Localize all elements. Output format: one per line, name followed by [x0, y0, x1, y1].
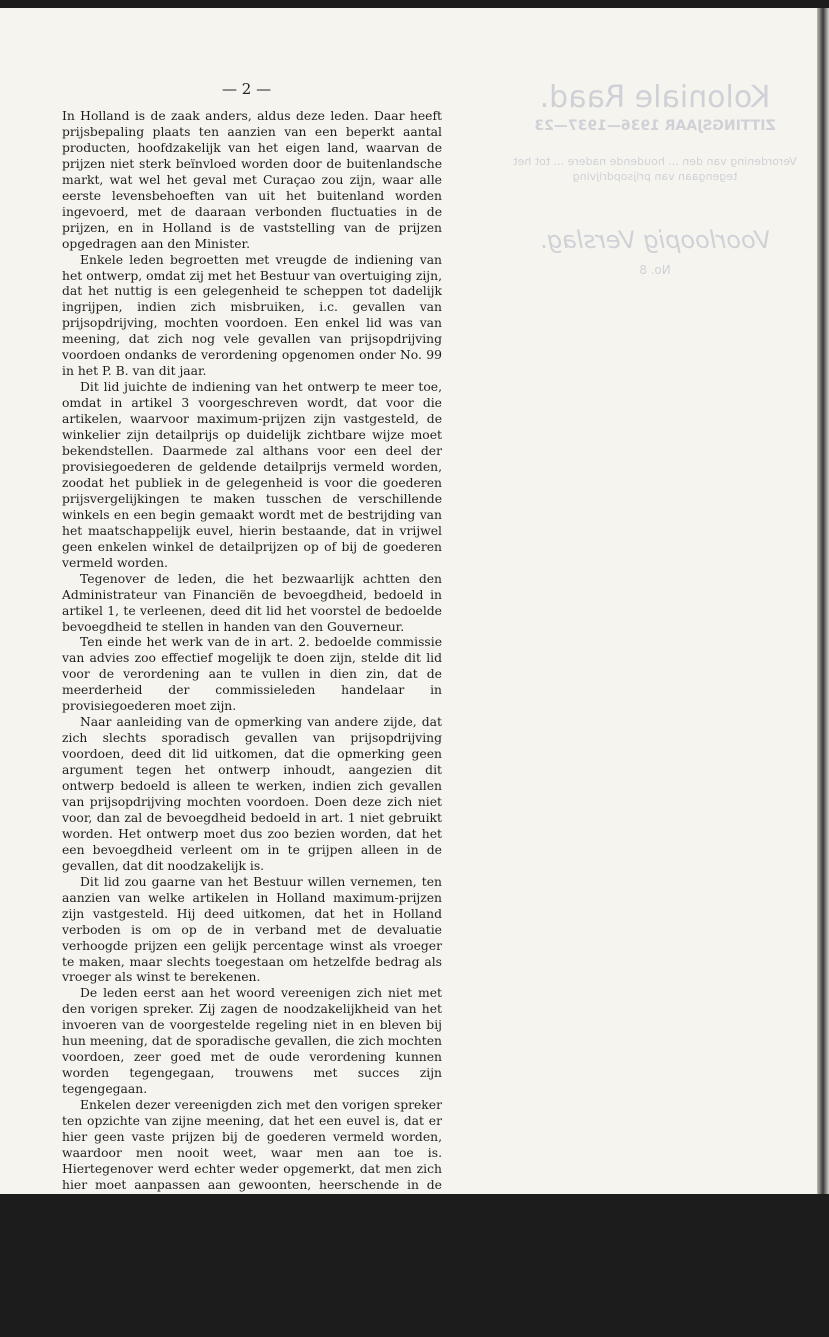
document-page — [0, 8, 818, 1336]
paragraph: Enkele leden begroetten met vreugde de indiening van het ontwerp, omdat zij met het Bestuur van overtuiging zijn, dat het nuttig is een gelegenheid te scheppen tot dadelijk ingrijpen, indien zich misbruiken, i.c. gevallen van prijsopdrijving, mochten voordoen. Een enkel lid was van meening, dat zich nog vele gevallen van prijsopdrijving voordoen ondanks de verordening opgenomen onder No. 99 in het P. B. van dit jaar. — [62, 252, 442, 379]
bleed-line-4: Voorloopig Verslag. — [539, 226, 771, 255]
paragraph: Naar aanleiding van de opmerking van andere zijde, dat zich slechts sporadisch gevallen van prijsopdrijving voordoen, deed dit lid uitkomen, dat die opmerking geen argument tegen het ontwerp inhoudt, aangezien dit ontwerp bedoeld is alleen te werken, indien zich gevallen van prijsopdrijving mochten voordoen. Doen deze zich niet voor, dan zal de bevoegdheid bedoeld in art. 1 niet gebruikt worden. Het ontwerp moet dus zoo bezien worden, dat het een bevoegdheid verleent om in te grijpen alleen in de gevallen, dat dit noodzakelijk is. — [62, 715, 442, 873]
page-number: — 2 — — [222, 80, 272, 98]
bleed-line-3: Verordening van den ... houdende nadere ... tot het tegengaan van prijsopdrijving — [513, 154, 797, 183]
paragraph: In Holland is de zaak anders, aldus deze leden. Daar heeft prijsbepaling plaats ten aanzien van een beperkt aantal producten, hoofdzakelijk van het eigen land, waarvan de prijzen niet sterk beïnvloed worden door de buitenlandsche markt, wat wel het geval met Curaçao zou zijn, waar alle eerste levensbehoeften van uit het buitenland worden ingevoerd, met de daaraan verbonden fluctuaties in de prijzen, en in Holland is de vaststelling van de prijzen opgedragen aan den Minister. — [62, 109, 442, 251]
paragraph: Dit lid juichte de indiening van het ontwerp te meer toe, omdat in artikel 3 voorgeschreven wordt, dat voor die artikelen, waarvoor maximum-prijzen zijn vastgesteld, de winkelier zijn detailprijs op duidelijk zichtbare wijze moet bekendstellen. Daarmede zal althans voor een deel der provisiegoederen de geldende detailprijs vermeld worden, zoodat het publiek in de gelegenheid is voor die goederen prijsvergelijkingen te maken tusschen de verschillende winkels en een begin gemaakt wordt met de bestrijding van het maatschappelijk euvel, hierin bestaande, dat in vrijwel geen enkelen winkel de detailprijzen op of bij de goederen vermeld worden. — [62, 380, 442, 570]
paragraph: De leden eerst aan het woord vereenigen zich niet met den vorigen spreker. Zij zagen de noodzakelijkheid van het invoeren van de voorgestelde regeling niet in en bleven bij hun meening, dat de sporadische gevallen, die zich mochten voordoen, zeer goed met de oude verordening kunnen worden tegengegaan, trouwens met succes zijn tegengegaan. — [62, 986, 442, 1097]
bleed-line-2: ZITTINGSJAAR 1936—1937—23 — [534, 118, 776, 134]
bleed-line-1: Koloniale Raad. — [539, 80, 771, 115]
body-text — [62, 109, 442, 1337]
paragraph: Dit lid zou gaarne van het Bestuur willen vernemen, ten aanzien van welke artikelen in Holland maximum-prijzen zijn vastgesteld. Hij deed uitkomen, dat het in Holland verboden is om op de in verband met de devaluatie verhoogde prijzen een gelijk percentage winst als vroeger te maken, maar slechts toegestaan om hetzelfde bedrag als vroeger als winst te berekenen. — [62, 874, 442, 985]
bleed-line-5: No. 8 — [639, 263, 671, 278]
book-spine-edge — [817, 8, 829, 1194]
bleed-through-text — [505, 80, 805, 278]
paragraph: Ten einde het werk van de in art. 2. bedoelde commissie van advies zoo effectief mogelijk te doen zijn, stelde dit lid voor de verordening aan te vullen in dien zin, dat de meerderheid der commissieleden handelaar in provisiegoederen moet zijn. — [62, 635, 442, 714]
paragraph: Tegenover de leden, die het bezwaarlijk achtten den Administrateur van Financiën de bevoegdheid, bedoeld in artikel 1, te verleenen, deed dit lid het voorstel de bedoelde bevoegdheid te stellen in handen van den Gouverneur. — [62, 571, 442, 634]
paragraph: Enkelen dezer vereenigden zich met den vorigen spreker ten opzichte van zijne meening, dat het een euvel is, dat er hier geen vaste prijzen bij de goederen vermeld worden, waardoor men nooit weet, waar men aan toe is. Hiertegenover werd echter weder opgemerkt, dat men zich hier moet aanpassen aan gewoonten, heerschende in de omliggende landen, waar het gebruik is, geen vaste prijzen te hebben. Men moest het in den handel vooral vroeger, immers van koopers uit de naburige staten hebben; de eigen bevolking kon niet veel koopen. — [62, 1098, 442, 1256]
paragraph: Met het verbod in Holland om op de in verband met de devaluatie verhoogde prijzen een gelijk percentage winst als vroeger te maken, zouden de tegenstanders van het ontwerp zich voor Curaçao gansch niet kunnen vereenigen. Zij betoogden, — [62, 1257, 442, 1336]
